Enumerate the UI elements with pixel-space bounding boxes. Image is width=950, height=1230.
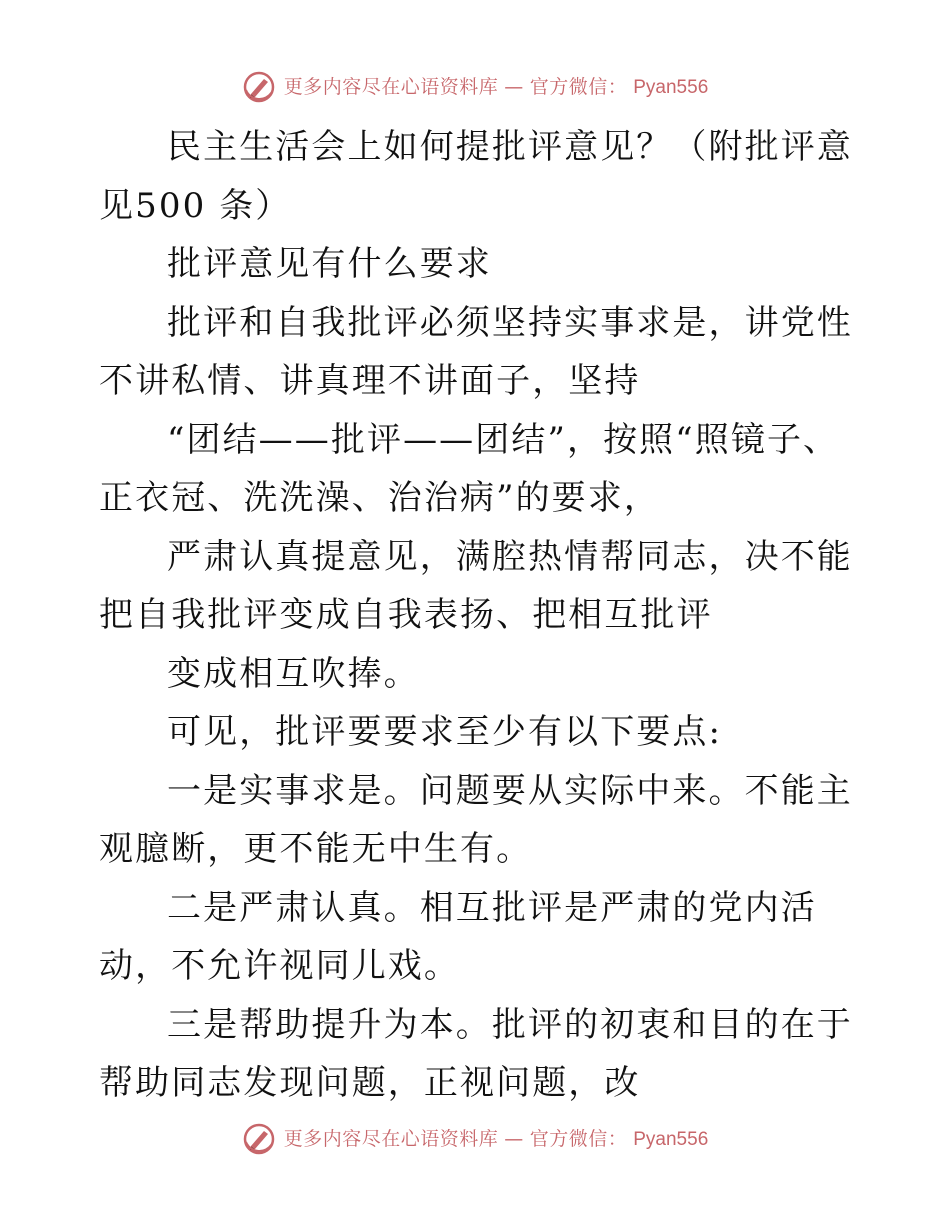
paragraph: 可见，批评要要求至少有以下要点: xyxy=(167,712,723,752)
watermark-main: 更多内容尽在心语资料库 xyxy=(283,75,499,98)
watermark-separator: — xyxy=(504,1127,524,1150)
document-title: 民主生活会上如何提批评意见？（附批评意见500 条） xyxy=(99,127,853,226)
paragraph-heading: 批评意见有什么要求 xyxy=(167,244,492,284)
watermark-separator: — xyxy=(504,75,524,98)
paragraph: 二是严肃认真。相互批评是严肃的党内活动，不允许视同儿戏。 xyxy=(99,887,817,986)
paragraph: 一是实事求是。问题要从实际中来。不能主观臆断，更不能无中生有。 xyxy=(99,770,853,869)
watermark-text xyxy=(283,1127,709,1150)
paragraph: 严肃认真提意见，满腔热情帮同志，决不能把自我批评变成自我表扬、把相互批评 xyxy=(99,536,853,635)
watermark-wechat-id: Pyan556 xyxy=(633,76,709,98)
watermark-header xyxy=(0,70,950,104)
pen-circle-icon xyxy=(242,1122,276,1156)
paragraph: 批评和自我批评必须坚持实事求是，讲党性不讲私情、讲真理不讲面子，坚持 xyxy=(99,302,853,401)
watermark-main: 更多内容尽在心语资料库 xyxy=(283,1127,499,1150)
document-body xyxy=(99,118,859,1113)
pen-circle-icon xyxy=(242,70,276,104)
watermark-wechat-id: Pyan556 xyxy=(633,1128,709,1150)
watermark-label: 官方微信： xyxy=(529,75,628,98)
paragraph: “团结——批评——团结”，按照“照镜子、正衣冠、洗洗澡、治治病”的要求， xyxy=(99,419,840,518)
watermark-text xyxy=(283,75,709,98)
paragraph: 变成相互吹捧。 xyxy=(167,653,420,694)
paragraph: 三是帮助提升为本。批评的初衷和目的在于帮助同志发现问题，正视问题，改 xyxy=(99,1004,853,1103)
watermark-footer xyxy=(0,1122,950,1156)
watermark-label: 官方微信： xyxy=(529,1127,628,1150)
